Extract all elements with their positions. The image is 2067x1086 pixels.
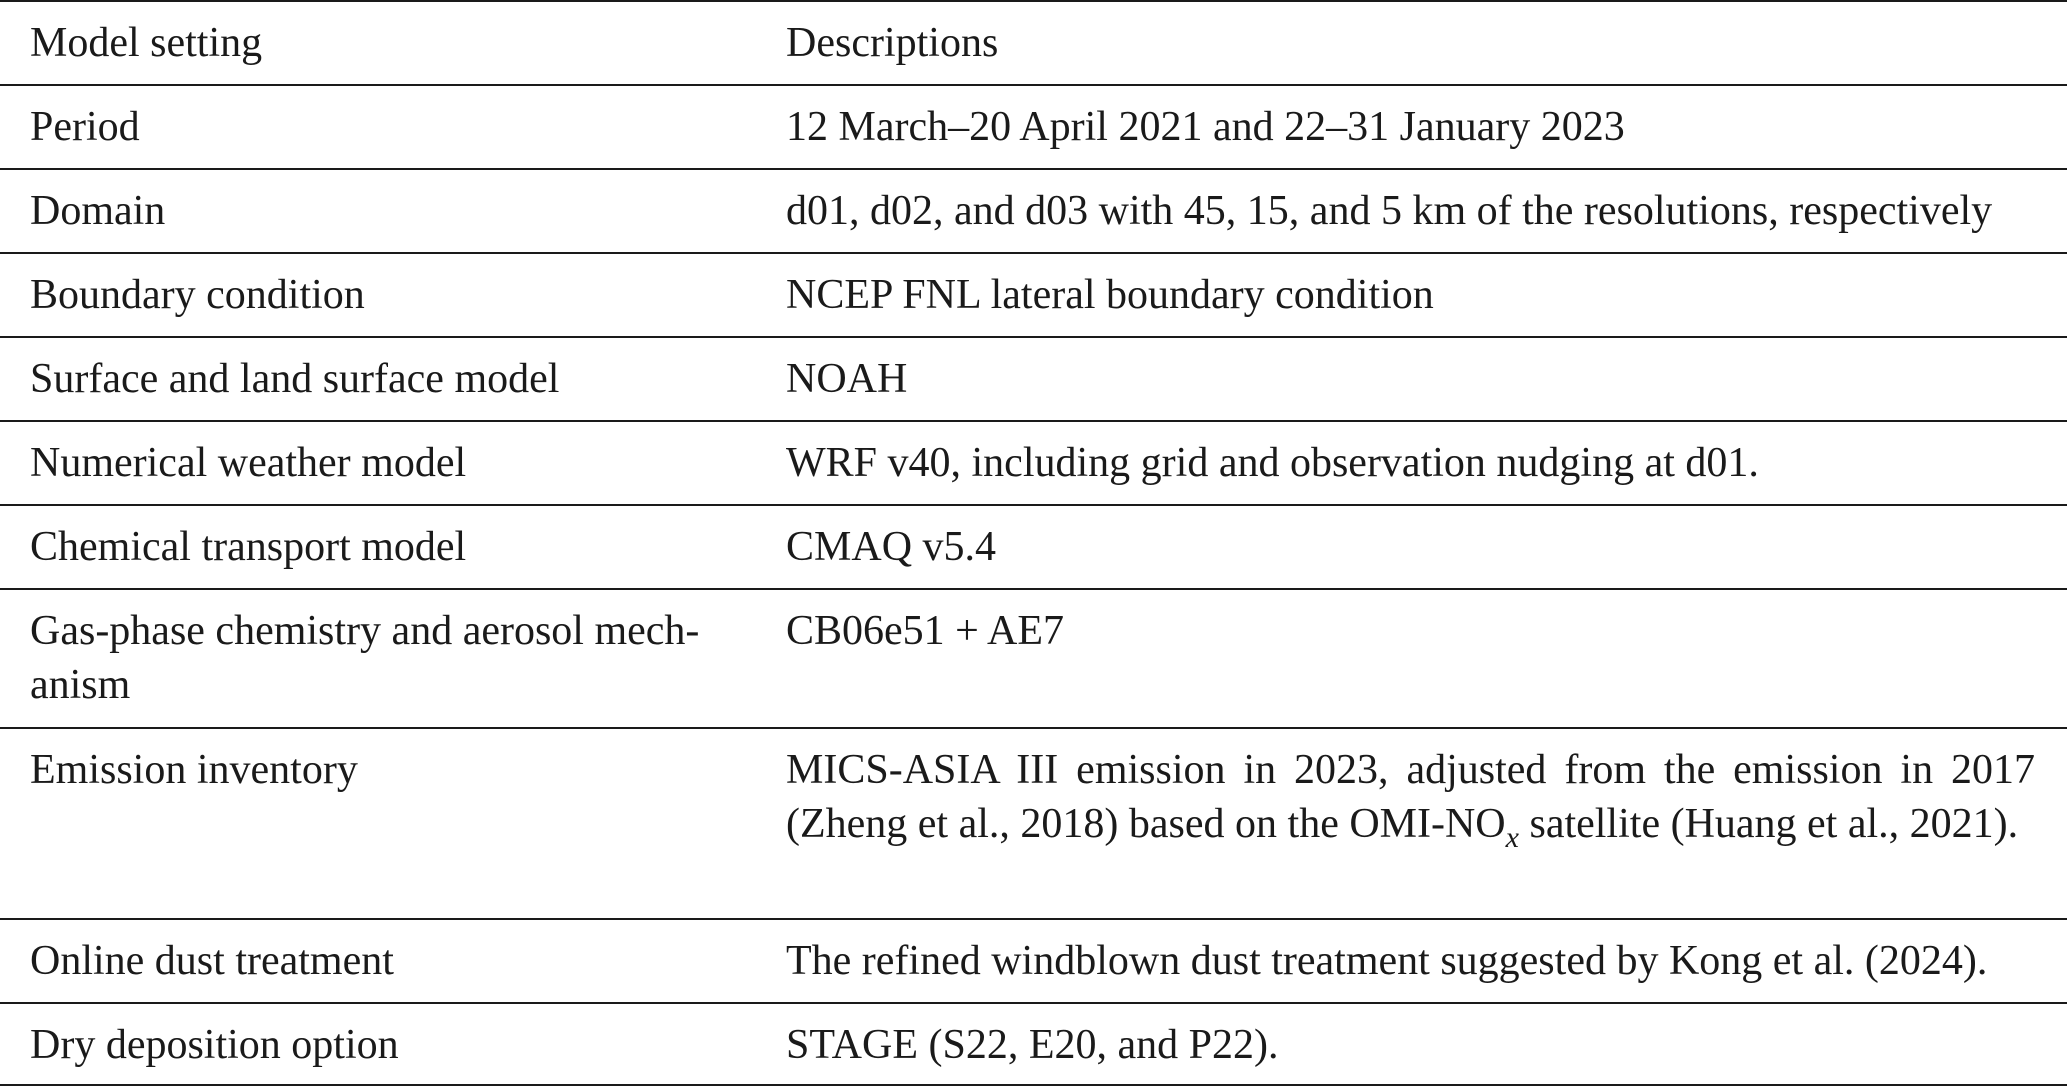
table-header-row: [0, 1, 2067, 85]
description-cell: STAGE (S22, E20, and P22).: [786, 1022, 1279, 1068]
description-cell: [756, 728, 2067, 919]
setting-line-2: anism: [30, 662, 131, 708]
header-model-setting: Model setting: [30, 20, 263, 66]
setting-cell: [0, 589, 756, 728]
table-row: [0, 505, 2067, 589]
header-descriptions: Descriptions: [786, 20, 999, 66]
table-row: [0, 1003, 2067, 1085]
description-cell: CMAQ v5.4: [786, 524, 997, 570]
description-cell: The refined windblown dust treatment suggested by Kong et al. (2024).: [786, 938, 1988, 984]
setting-cell: Boundary condition: [30, 272, 365, 318]
description-part-1: MICS-ASIA III emission in 2023, adjusted from the emission in 2017 (Zheng et al., 2018) based on the OMI-NO: [786, 747, 2035, 847]
table-row: [0, 421, 2067, 505]
setting-cell: Chemical transport model: [30, 524, 467, 570]
description-cell: NOAH: [786, 356, 908, 402]
setting-cell: Numerical weather model: [30, 440, 467, 486]
description-part-2: satellite (Huang et al., 2021).: [1518, 801, 2019, 847]
table-row: [0, 728, 2067, 919]
table-row: [0, 919, 2067, 1003]
description-cell: CB06e51 + AE7: [786, 608, 1065, 654]
table-row: [0, 337, 2067, 421]
setting-cell: Period: [30, 104, 140, 150]
table-row: [0, 85, 2067, 169]
setting-cell: Domain: [30, 188, 166, 234]
setting-cell: Surface and land surface model: [30, 356, 560, 402]
table-row: [0, 589, 2067, 728]
table-row: [0, 169, 2067, 253]
setting-cell: Dry deposition option: [30, 1022, 399, 1068]
table-row: [0, 253, 2067, 337]
description-cell: d01, d02, and d03 with 45, 15, and 5 km of the resolutions, respectively: [786, 188, 1993, 234]
setting-cell: Online dust treatment: [30, 938, 394, 984]
nox-subscript: x: [1505, 821, 1519, 854]
setting-line-1: Gas-phase chemistry and aerosol mech-: [30, 608, 700, 654]
description-cell: 12 March–20 April 2021 and 22–31 January 2023: [786, 104, 1625, 150]
setting-cell: Emission inventory: [30, 747, 358, 793]
description-cell: WRF v40, including grid and observation nudging at d01.: [786, 440, 1759, 486]
description-cell: NCEP FNL lateral boundary condition: [786, 272, 1434, 318]
